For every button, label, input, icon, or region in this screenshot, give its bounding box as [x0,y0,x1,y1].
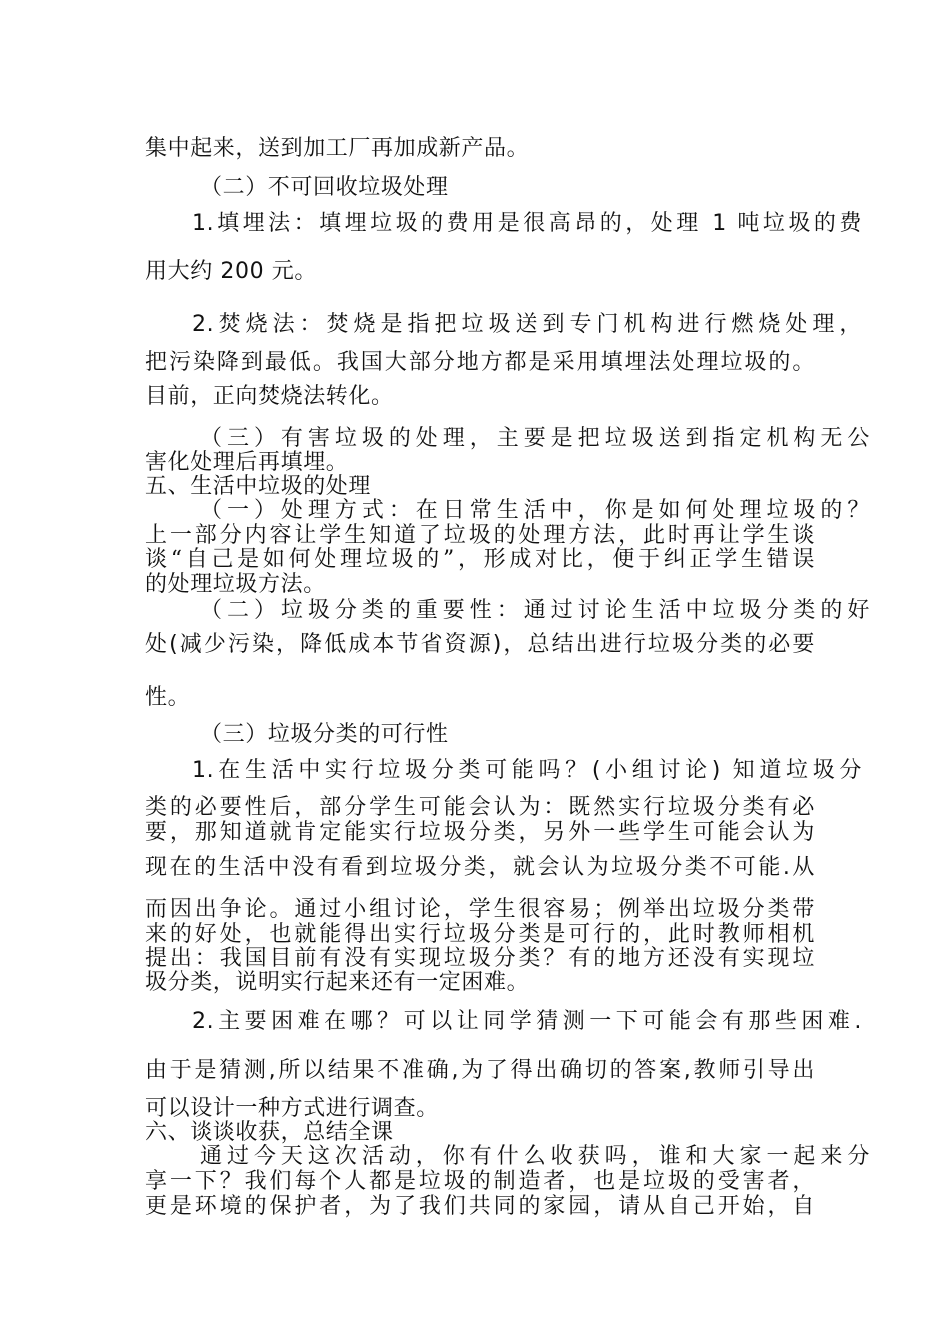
text-line: 而因出争论。通过小组讨论，学生很容易；例举出垃圾分类带 [145,897,815,922]
text-line: 1.在生活中实行垃圾分类可能吗？(小组讨论) 知道垃圾分 [192,758,862,783]
text-line: （一）处理方式：在日常生活中，你是如何处理垃圾的？ [200,498,870,523]
text-line: 目前，正向焚烧法转化。 [145,384,394,409]
text-line: 集中起来，送到加工厂再加成新产品。 [145,136,530,161]
text-line: 类的必要性后，部分学生可能会认为：既然实行垃圾分类有必 [145,795,815,820]
subheading: （二）不可回收垃圾处理 [200,175,449,200]
text-line: 要，那知道就肯定能实行垃圾分类，另外一些学生可能会认为 [145,820,815,845]
text-line: 可以设计一种方式进行调查。 [145,1096,439,1121]
text-line: 害化处理后再填埋。 [145,450,349,475]
text-line: 享一下？我们每个人都是垃圾的制造者，也是垃圾的受害者， [145,1169,815,1194]
text-line: 处(减少污染，降低成本节省资源)，总结出进行垃圾分类的必要 [145,632,815,657]
text-line: 性。 [145,685,191,710]
text-line: 通过今天这次活动，你有什么收获吗，谁和大家一起来分 [200,1144,870,1169]
text-line: 圾分类，说明实行起来还有一定困难。 [145,970,530,995]
text-line: 的处理垃圾方法。 [145,572,326,597]
text-line: 更是环境的保护者，为了我们共同的家园，请从自己开始，自 [145,1194,815,1219]
text-line: 现在的生活中没有看到垃圾分类，就会认为垃圾分类不可能.从 [145,855,815,880]
text-line: 2.主要困难在哪？可以让同学猜测一下可能会有那些困难. [192,1009,862,1034]
text-line: 提出：我国目前有没有实现垃圾分类？有的地方还没有实现垃 [145,946,815,971]
subheading: （三）垃圾分类的可行性 [200,722,449,747]
section-heading: 六、谈谈收获，总结全课 [145,1120,394,1145]
text-line: 谈“自己是如何处理垃圾的”，形成对比，便于纠正学生错误 [145,547,815,572]
text-line: 把污染降到最低。我国大部分地方都是采用填埋法处理垃圾的。 [145,350,815,375]
text-line: 1.填埋法：填埋垃圾的费用是很高昂的，处理 1 吨垃圾的费 [192,211,862,236]
text-line: 来的好处，也就能得出实行垃圾分类是可行的，此时教师相机 [145,922,815,947]
section-heading: 五、生活中垃圾的处理 [145,474,372,499]
text-line: （三）有害垃圾的处理，主要是把垃圾送到指定机构无公 [200,426,870,451]
text-line: 2.焚烧法：焚烧是指把垃圾送到专门机构进行燃烧处理， [192,312,862,337]
text-line: 上一部分内容让学生知道了垃圾的处理方法，此时再让学生谈 [145,523,815,548]
text-line: （二）垃圾分类的重要性：通过讨论生活中垃圾分类的好 [200,598,870,623]
text-line: 用大约 200 元。 [145,259,317,284]
text-line: 由于是猜测,所以结果不准确,为了得出确切的答案,教师引导出 [145,1058,815,1083]
